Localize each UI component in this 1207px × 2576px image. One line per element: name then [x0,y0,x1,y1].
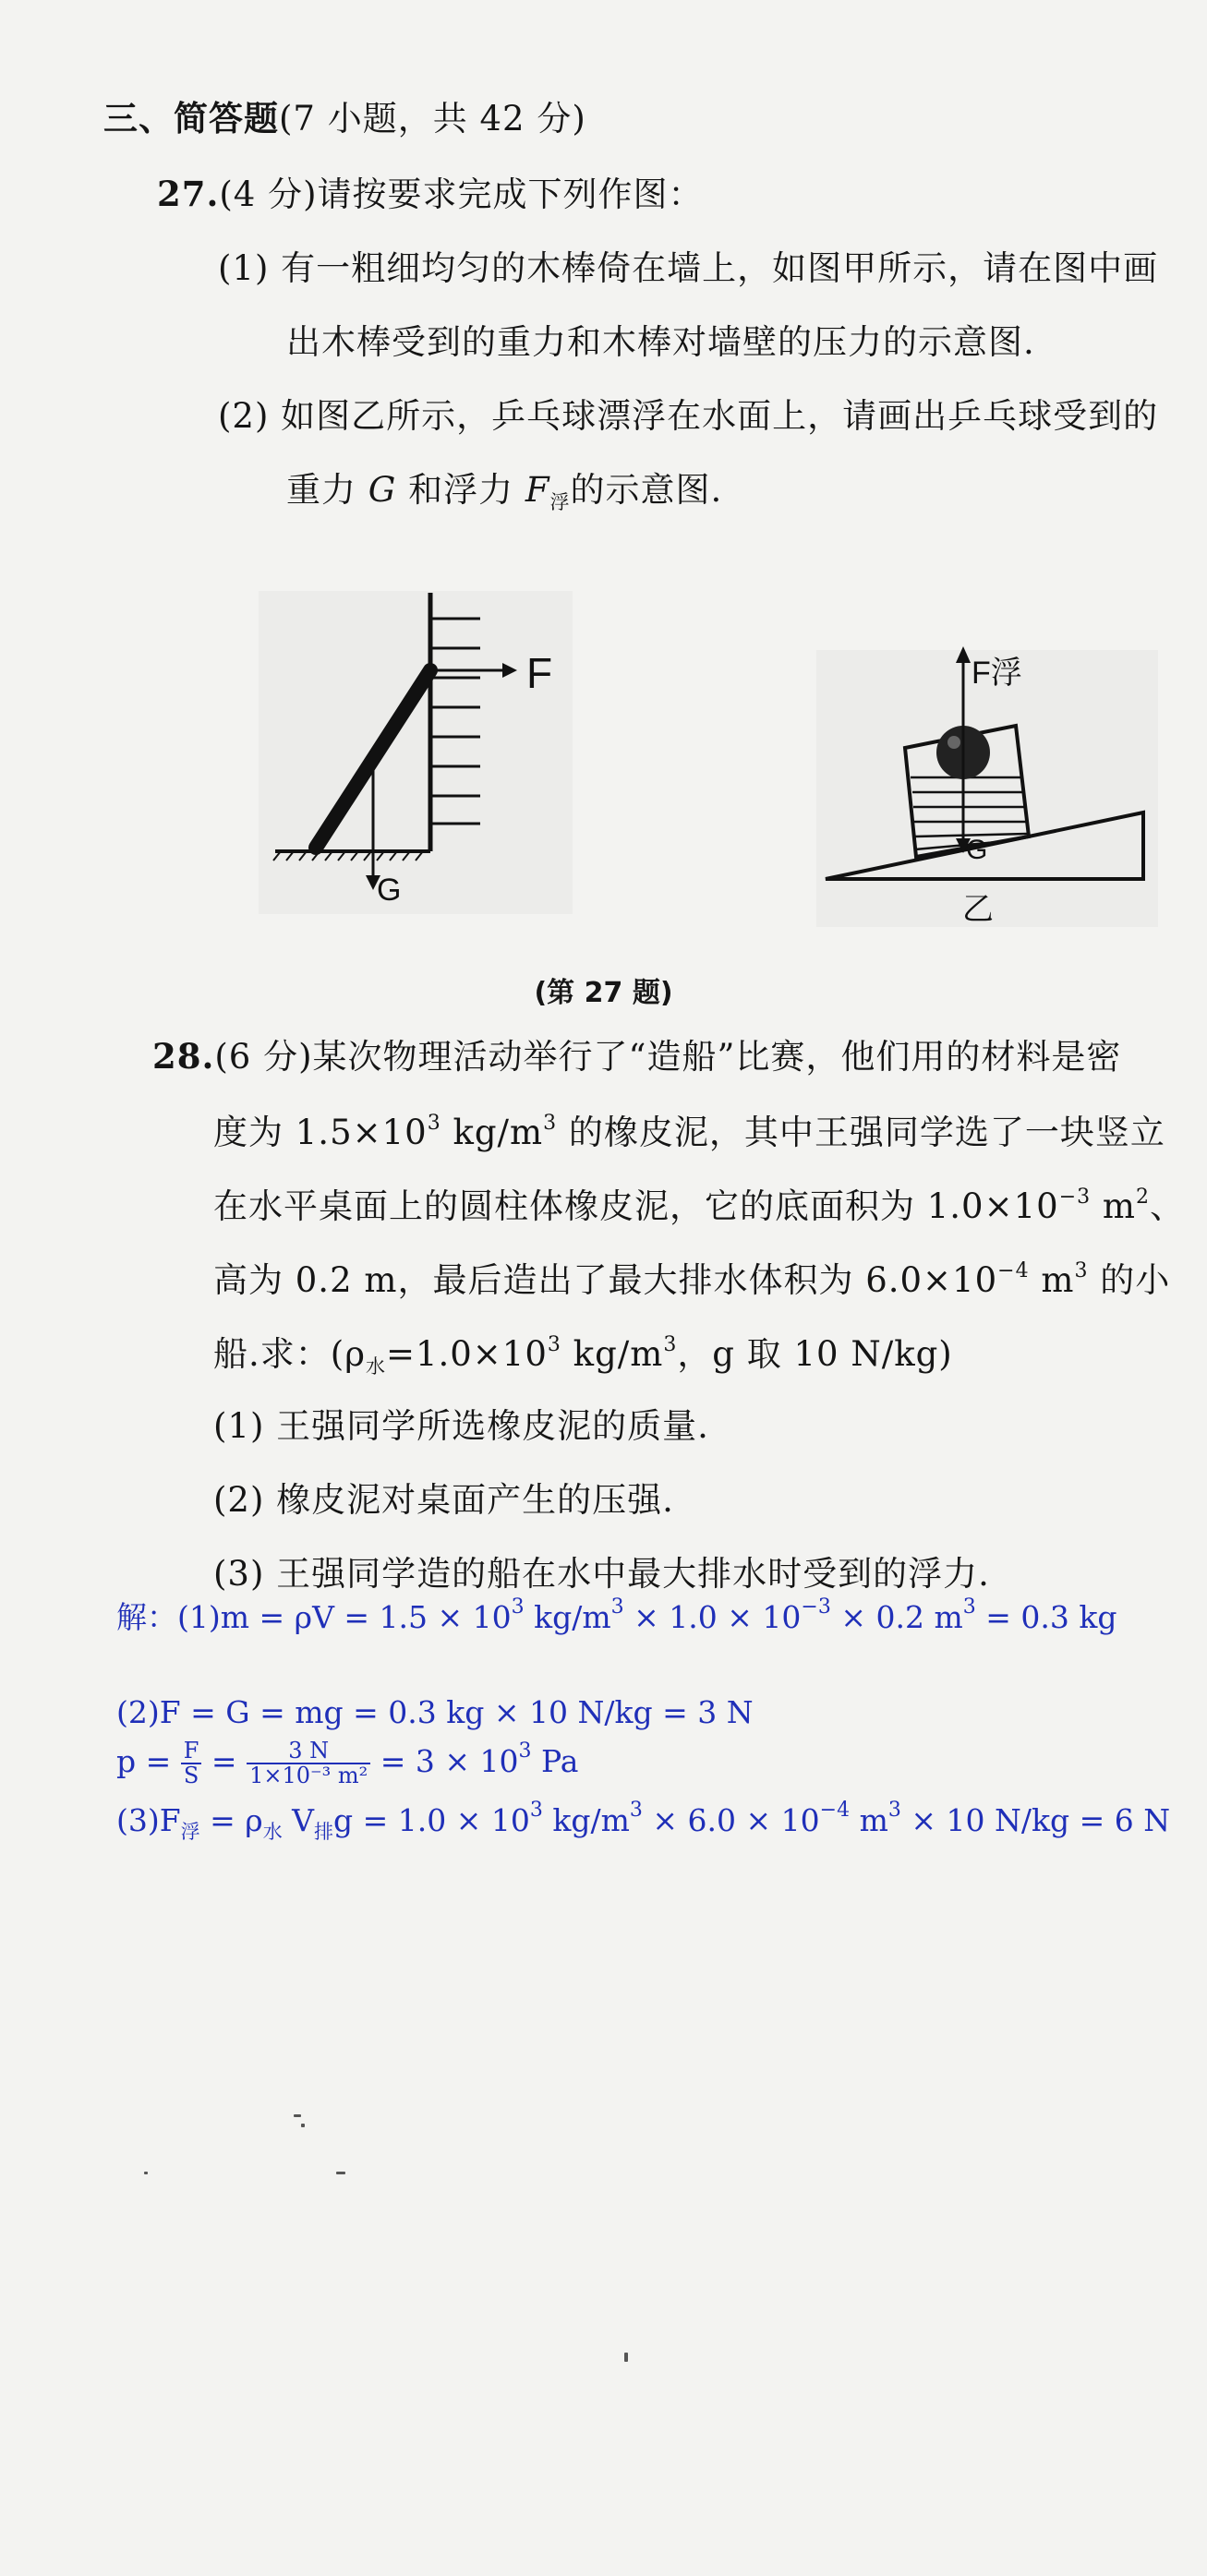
q28-l5-c: kg/m [561,1334,664,1374]
q28-l5-a: 船.求：(ρ [213,1334,366,1374]
ans1-d: × 0.2 m [830,1599,963,1635]
frac2-den: 1×10⁻³ m² [249,1763,368,1789]
figure-b-floating-ball [813,637,1164,942]
answer-line-4 [116,1800,1170,1842]
ans3-eq: = [201,1743,247,1780]
ans3-b: = 3 × 10 [370,1743,519,1780]
scan-speck [336,2172,345,2174]
answer-line-1 [116,1595,1117,1635]
figure-a-rod-against-wall [249,582,582,923]
q28-l5-d: ，g 取 10 N/kg) [677,1334,953,1374]
scan-speck [294,2114,301,2117]
ans4-c: V [282,1802,315,1838]
fraction-values [247,1739,370,1788]
ans1-s2: 3 [610,1595,624,1619]
q28-line3 [213,1186,1185,1226]
ball-highlight [947,736,960,749]
q28-l5-b: =1.0×10 [385,1334,548,1374]
q28-l2-sup1: 3 [427,1112,441,1135]
figure-b-caption: 乙 [962,891,994,928]
q28-l4-c: 的小 [1088,1260,1171,1300]
ans4-b: = ρ [199,1802,263,1838]
q28-sub2: (2) 橡皮泥对桌面产生的压强. [213,1480,674,1520]
ans1-s1: 3 [511,1595,525,1619]
q28-sub3: (3) 王强同学造的船在水中最大排水时受到的浮力. [213,1554,990,1594]
q28-l2-c: 的橡皮泥，其中王强同学选了一块竖立 [557,1113,1165,1152]
q28-l5-sup2: 3 [663,1333,678,1356]
ans4-a: (3)F [116,1802,181,1838]
q28-line1 [152,1036,1122,1077]
q28-line4 [213,1259,1171,1300]
label-f-buoyancy: F浮 [972,656,1022,691]
ans4-d: g = 1.0 × 10 [333,1802,530,1838]
q28-number: 28. [152,1036,215,1077]
q28-l4-sup2: 3 [1074,1259,1089,1282]
q28-l3-b: m [1091,1186,1136,1226]
ans1-c: × 1.0 × 10 [623,1599,802,1635]
figure-b-background [816,650,1158,927]
q28-l2-sup2: 3 [543,1112,558,1135]
q28-line1-text: (6 分)某次物理活动举行了“造船”比赛，他们用的材料是密 [214,1037,1122,1077]
q28-l3-a: 在水平桌面上的圆柱体橡皮泥，它的底面积为 1.0×10 [213,1186,1059,1226]
ans4-s1: 3 [529,1799,543,1822]
ans3-lhs: p = [116,1743,181,1780]
scan-speck [624,2353,628,2362]
q27-p2-text-b: 和浮力 [396,470,525,510]
q28-l2-b: kg/m [441,1113,544,1152]
q27-p2-symbol-f: F [525,470,550,510]
q28-l4-a: 高为 0.2 m，最后造出了最大排水体积为 6.0×10 [213,1260,998,1300]
ans4-e: kg/m [542,1802,630,1838]
figure-caption-27: (第 27 题) [534,977,673,1009]
q28-sub1: (1) 王强同学所选橡皮泥的质量. [213,1406,709,1446]
q28-l3-sup2: 2 [1135,1186,1150,1209]
ans4-sub2: 水 [262,1821,283,1843]
label-g: G [377,873,402,908]
q27-p2-text-c: 的示意图. [570,470,723,510]
section-title-text: 三、简答题 [103,98,279,138]
figure-a-background [259,591,573,914]
ans4-g: m [850,1802,888,1838]
ans1-s3: −3 [801,1595,831,1619]
q28-l5-sub: 水 [365,1355,386,1378]
ans4-s2: 3 [629,1799,643,1822]
frac2-num: 3 N [247,1739,370,1764]
q28-l4-sup1: −4 [997,1259,1030,1282]
ans4-sub3: 排 [314,1821,334,1843]
q28-l3-c: 、 [1149,1186,1185,1226]
ans1-a: 解：(1)m = ρV = 1.5 × 10 [116,1599,512,1635]
q28-l3-sup1: −3 [1058,1186,1092,1209]
q27-part1-line1: (1) 有一粗细均匀的木棒倚在墙上，如图甲所示，请在图中画 [218,248,1159,288]
ans3-s1: 3 [518,1739,532,1763]
answer-line-2: (2)F = G = mg = 0.3 kg × 10 N/kg = 3 N [116,1694,754,1730]
ans4-s3: −4 [819,1799,851,1822]
q27-part1-line2: 出木棒受到的重力和木棒对墙壁的压力的示意图. [286,322,1035,362]
q28-line2 [213,1113,1165,1150]
ans1-e: = 0.3 kg [975,1599,1117,1635]
ans4-sub1: 浮 [180,1821,200,1843]
label-f: F [526,649,553,697]
fraction-f-over-s [181,1739,202,1788]
q27-intro: (4 分)请按要求完成下列作图： [219,175,704,214]
ans1-s4: 3 [962,1595,976,1619]
ans4-h: × 10 N/kg = 6 N [900,1802,1171,1838]
section-title [103,98,586,138]
q28-l4-b: m [1029,1260,1075,1300]
q27-intro-line [157,174,704,214]
q27-p2-text-a: 重力 [286,470,368,510]
ans4-s4: 3 [887,1799,901,1822]
scan-speck [144,2172,148,2174]
q27-number: 27. [157,174,220,214]
answer-line-3 [116,1739,578,1788]
ans3-c: Pa [531,1743,579,1780]
q28-line5 [213,1335,953,1377]
ans4-f: × 6.0 × 10 [642,1802,820,1838]
section-subtitle: (7 小题，共 42 分) [279,99,586,138]
label-g-b: G [966,835,988,865]
scan-speck [301,2124,305,2127]
frac1-den: S [183,1763,199,1789]
q27-p2-symbol-g: G [368,470,397,510]
q27-part2-line2 [286,470,723,513]
q28-l2-a: 度为 1.5×10 [213,1113,428,1152]
frac1-num: F [181,1739,202,1764]
q27-part2-line1: (2) 如图乙所示，乒乓球漂浮在水面上，请画出乒乓球受到的 [218,396,1159,436]
ans1-b: kg/m [524,1599,611,1635]
q28-l5-sup1: 3 [547,1333,561,1356]
q27-p2-subscript: 浮 [549,491,571,513]
